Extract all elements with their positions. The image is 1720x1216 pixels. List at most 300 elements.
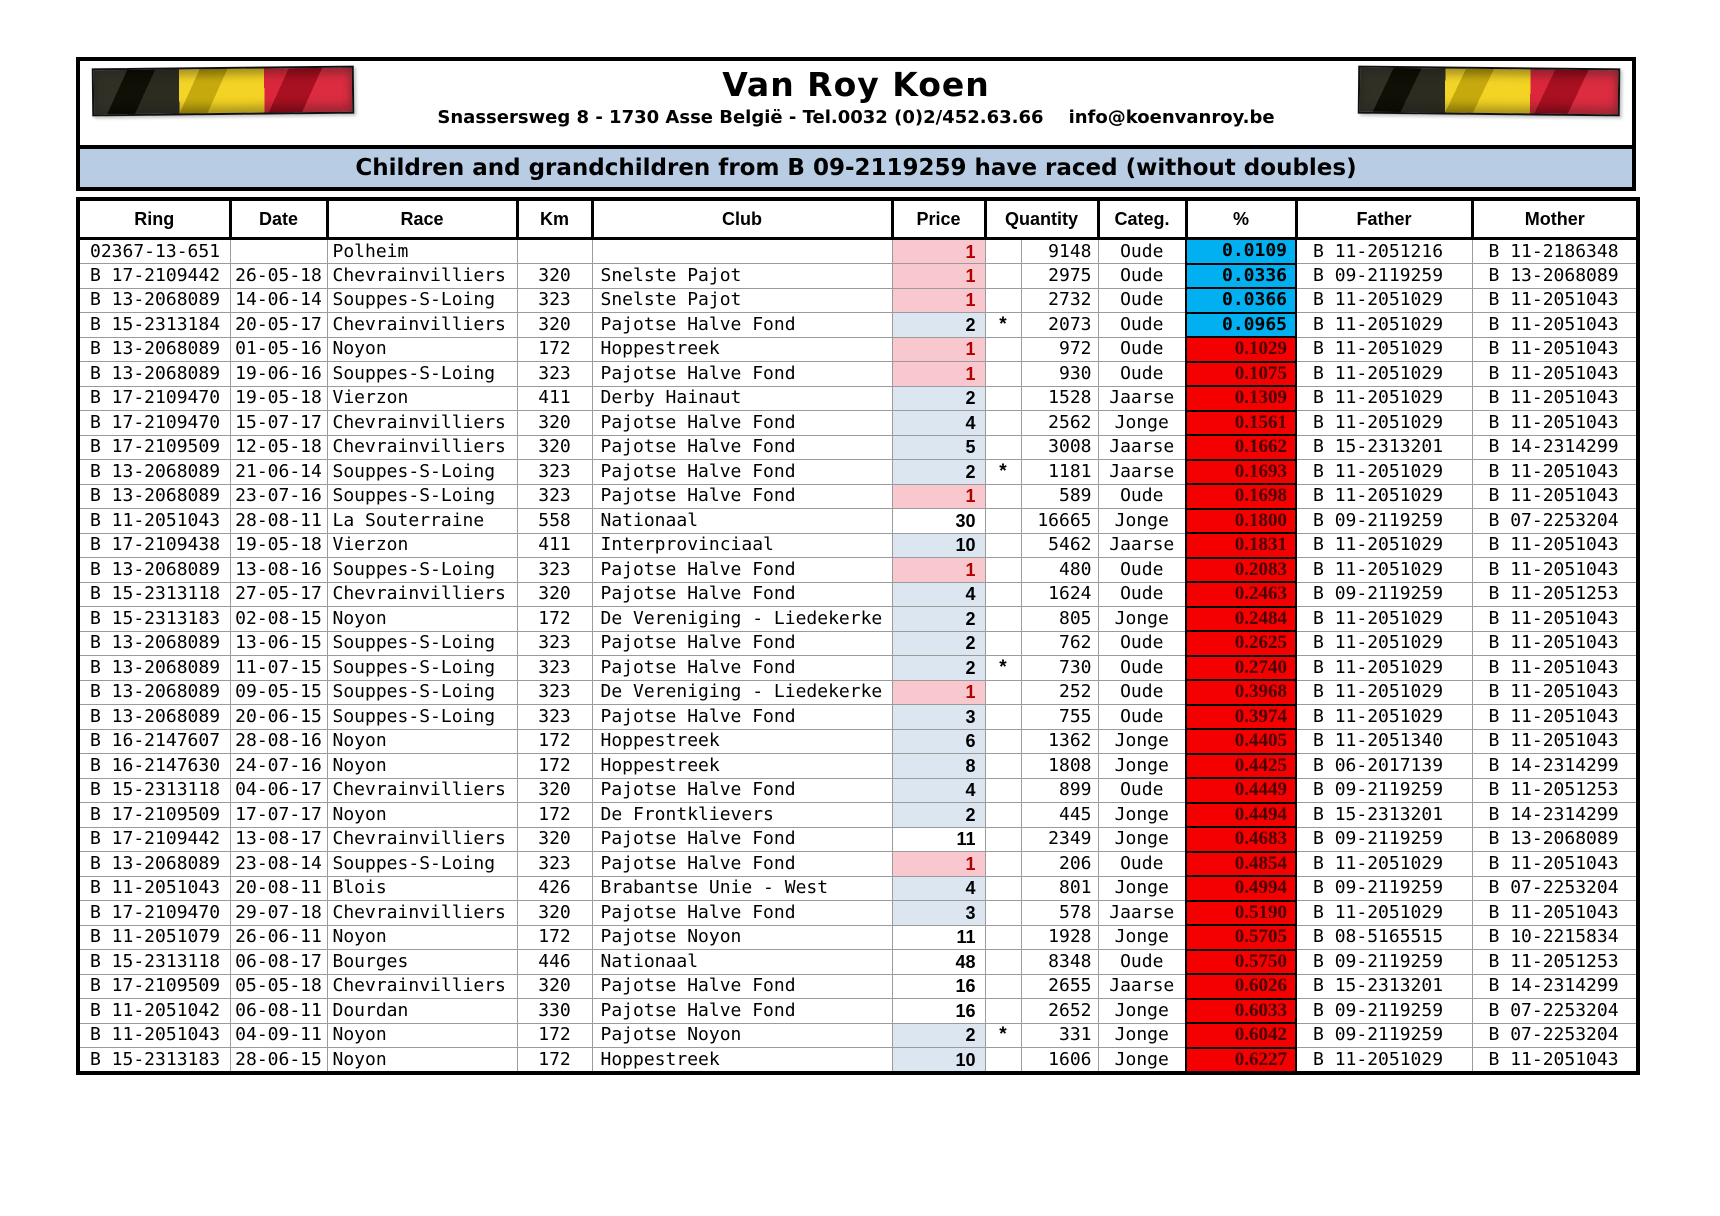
cell-price: 10 [892, 533, 985, 558]
cell-categ: Jonge [1098, 876, 1186, 901]
cell-date: 15-07-17 [230, 411, 327, 436]
cell-mother: B 11-2051043 [1472, 386, 1638, 411]
cell-father: B 09-2119259 [1296, 876, 1472, 901]
cell-club: Pajotse Halve Fond [592, 827, 892, 852]
cell-star [985, 533, 1021, 558]
cell-percent: 0.1800 [1186, 509, 1296, 534]
cell-club: Pajotse Halve Fond [592, 411, 892, 436]
cell-mother: B 11-2051043 [1472, 362, 1638, 387]
cell-quantity: 801 [1021, 876, 1098, 901]
cell-price: 4 [892, 876, 985, 901]
cell-categ: Oude [1098, 582, 1186, 607]
cell-mother: B 14-2314299 [1472, 754, 1638, 779]
cell-price: 10 [892, 1048, 985, 1074]
cell-ring: B 11-2051043 [78, 1023, 230, 1048]
cell-date: 27-05-17 [230, 582, 327, 607]
cell-ring: B 15-2313183 [78, 1048, 230, 1074]
cell-percent: 0.0965 [1186, 313, 1296, 338]
address-line: Snassersweg 8 - 1730 Asse België - Tel.0032 (0)2/452.63.66 info@koenvanroy.be [437, 107, 1275, 128]
cell-quantity: 1808 [1021, 754, 1098, 779]
cell-club [592, 239, 892, 264]
cell-date: 06-08-11 [230, 999, 327, 1024]
cell-date [230, 239, 327, 264]
cell-km: 330 [517, 999, 592, 1024]
cell-race: Chevrainvilliers [327, 313, 517, 338]
table-row [78, 484, 1638, 509]
cell-ring: B 13-2068089 [78, 852, 230, 877]
cell-father: B 09-2119259 [1296, 1023, 1472, 1048]
column-header-ring: Ring [78, 199, 230, 239]
cell-father: B 09-2119259 [1296, 950, 1472, 975]
cell-km: 323 [517, 705, 592, 730]
table-row [78, 925, 1638, 950]
cell-quantity: 1624 [1021, 582, 1098, 607]
cell-club: Pajotse Halve Fond [592, 558, 892, 583]
cell-price: 11 [892, 925, 985, 950]
cell-club: Pajotse Noyon [592, 1023, 892, 1048]
cell-km: 323 [517, 656, 592, 681]
cell-club: Pajotse Halve Fond [592, 705, 892, 730]
cell-km: 320 [517, 582, 592, 607]
cell-race: Noyon [327, 607, 517, 632]
cell-ring: B 11-2051043 [78, 876, 230, 901]
cell-percent: 0.5750 [1186, 950, 1296, 975]
cell-quantity: 578 [1021, 901, 1098, 926]
cell-percent: 0.6026 [1186, 974, 1296, 999]
cell-mother: B 07-2253204 [1472, 999, 1638, 1024]
cell-star [985, 239, 1021, 264]
cell-race: La Souterraine [327, 509, 517, 534]
column-header-percent: % [1186, 199, 1296, 239]
cell-km [517, 239, 592, 264]
cell-quantity: 16665 [1021, 509, 1098, 534]
cell-mother: B 11-2051043 [1472, 411, 1638, 436]
cell-mother: B 11-2051043 [1472, 680, 1638, 705]
cell-percent: 0.4683 [1186, 827, 1296, 852]
cell-percent: 0.4994 [1186, 876, 1296, 901]
cell-star [985, 925, 1021, 950]
cell-club: De Vereniging - Liedekerke [592, 607, 892, 632]
cell-ring: B 17-2109442 [78, 827, 230, 852]
cell-price: 1 [892, 852, 985, 877]
cell-date: 05-05-18 [230, 974, 327, 999]
cell-father: B 09-2119259 [1296, 778, 1472, 803]
cell-mother: B 11-2051043 [1472, 288, 1638, 313]
table-row [78, 264, 1638, 289]
cell-quantity: 1362 [1021, 729, 1098, 754]
cell-quantity: 2652 [1021, 999, 1098, 1024]
cell-price: 1 [892, 288, 985, 313]
cell-ring: 02367-13-651 [78, 239, 230, 264]
table-row [78, 974, 1638, 999]
cell-club: Pajotse Halve Fond [592, 313, 892, 338]
cell-race: Souppes-S-Loing [327, 484, 517, 509]
cell-race: Blois [327, 876, 517, 901]
cell-date: 19-05-18 [230, 386, 327, 411]
cell-mother: B 11-2051043 [1472, 631, 1638, 656]
cell-categ: Oude [1098, 631, 1186, 656]
table-row [78, 754, 1638, 779]
cell-ring: B 13-2068089 [78, 362, 230, 387]
cell-mother: B 11-2051043 [1472, 484, 1638, 509]
cell-categ: Oude [1098, 239, 1186, 264]
cell-price: 8 [892, 754, 985, 779]
cell-race: Chevrainvilliers [327, 778, 517, 803]
cell-categ: Jaarse [1098, 386, 1186, 411]
cell-km: 172 [517, 1023, 592, 1048]
cell-race: Chevrainvilliers [327, 901, 517, 926]
cell-star [985, 999, 1021, 1024]
cell-father: B 11-2051029 [1296, 852, 1472, 877]
cell-categ: Oude [1098, 288, 1186, 313]
cell-date: 04-09-11 [230, 1023, 327, 1048]
cell-ring: B 17-2109509 [78, 974, 230, 999]
cell-race: Souppes-S-Loing [327, 558, 517, 583]
cell-categ: Jaarse [1098, 533, 1186, 558]
cell-categ: Oude [1098, 705, 1186, 730]
cell-star: * [985, 656, 1021, 681]
cell-date: 28-06-15 [230, 1048, 327, 1074]
table-row [78, 411, 1638, 436]
cell-categ: Oude [1098, 337, 1186, 362]
table-row [78, 705, 1638, 730]
table-row [78, 533, 1638, 558]
cell-mother: B 11-2051043 [1472, 729, 1638, 754]
cell-price: 2 [892, 607, 985, 632]
cell-race: Chevrainvilliers [327, 411, 517, 436]
cell-race: Noyon [327, 1023, 517, 1048]
cell-date: 21-06-14 [230, 460, 327, 485]
cell-price: 4 [892, 582, 985, 607]
cell-date: 19-06-16 [230, 362, 327, 387]
cell-father: B 11-2051029 [1296, 656, 1472, 681]
cell-star [985, 386, 1021, 411]
cell-percent: 0.2740 [1186, 656, 1296, 681]
cell-star [985, 558, 1021, 583]
cell-star: * [985, 460, 1021, 485]
cell-father: B 11-2051029 [1296, 411, 1472, 436]
cell-club: Brabantse Unie - West [592, 876, 892, 901]
cell-star [985, 852, 1021, 877]
cell-categ: Oude [1098, 264, 1186, 289]
cell-ring: B 17-2109470 [78, 901, 230, 926]
cell-price: 11 [892, 827, 985, 852]
cell-star [985, 288, 1021, 313]
column-header-quantity: Quantity [985, 199, 1098, 239]
cell-categ: Oude [1098, 362, 1186, 387]
cell-km: 323 [517, 460, 592, 485]
cell-father: B 09-2119259 [1296, 509, 1472, 534]
cell-ring: B 17-2109442 [78, 264, 230, 289]
cell-father: B 09-2119259 [1296, 999, 1472, 1024]
cell-star [985, 264, 1021, 289]
cell-star [985, 509, 1021, 534]
cell-date: 24-07-16 [230, 754, 327, 779]
cell-quantity: 480 [1021, 558, 1098, 583]
cell-club: Hoppestreek [592, 337, 892, 362]
cell-race: Souppes-S-Loing [327, 362, 517, 387]
cell-ring: B 15-2313183 [78, 607, 230, 632]
table-row [78, 950, 1638, 975]
cell-km: 320 [517, 313, 592, 338]
cell-ring: B 13-2068089 [78, 337, 230, 362]
cell-quantity: 730 [1021, 656, 1098, 681]
cell-race: Noyon [327, 803, 517, 828]
cell-club: Snelste Pajot [592, 264, 892, 289]
cell-race: Vierzon [327, 386, 517, 411]
cell-club: Pajotse Noyon [592, 925, 892, 950]
cell-father: B 11-2051029 [1296, 901, 1472, 926]
cell-categ: Oude [1098, 558, 1186, 583]
cell-club: Pajotse Halve Fond [592, 582, 892, 607]
column-header-mother: Mother [1472, 199, 1638, 239]
table-row [78, 901, 1638, 926]
column-header-club: Club [592, 199, 892, 239]
cell-father: B 11-2051029 [1296, 386, 1472, 411]
table-header-row [78, 199, 1638, 239]
cell-ring: B 15-2313118 [78, 778, 230, 803]
cell-ring: B 17-2109470 [78, 411, 230, 436]
cell-club: Hoppestreek [592, 754, 892, 779]
cell-km: 320 [517, 778, 592, 803]
cell-km: 172 [517, 803, 592, 828]
cell-star [985, 362, 1021, 387]
cell-ring: B 13-2068089 [78, 484, 230, 509]
cell-race: Dourdan [327, 999, 517, 1024]
report-page [76, 57, 1636, 1075]
cell-mother: B 14-2314299 [1472, 974, 1638, 999]
cell-star [985, 729, 1021, 754]
cell-club: Pajotse Halve Fond [592, 484, 892, 509]
column-header-date: Date [230, 199, 327, 239]
table-row [78, 386, 1638, 411]
cell-price: 1 [892, 337, 985, 362]
cell-father: B 11-2051029 [1296, 484, 1472, 509]
cell-father: B 09-2119259 [1296, 582, 1472, 607]
cell-star [985, 435, 1021, 460]
cell-quantity: 331 [1021, 1023, 1098, 1048]
cell-mother: B 11-2051043 [1472, 1048, 1638, 1074]
cell-price: 1 [892, 484, 985, 509]
cell-ring: B 13-2068089 [78, 460, 230, 485]
cell-club: Pajotse Halve Fond [592, 901, 892, 926]
cell-quantity: 8348 [1021, 950, 1098, 975]
cell-date: 23-07-16 [230, 484, 327, 509]
cell-father: B 09-2119259 [1296, 827, 1472, 852]
cell-price: 1 [892, 680, 985, 705]
cell-mother: B 11-2051043 [1472, 558, 1638, 583]
cell-price: 2 [892, 656, 985, 681]
cell-ring: B 16-2147630 [78, 754, 230, 779]
column-header-km: Km [517, 199, 592, 239]
cell-ring: B 15-2313118 [78, 582, 230, 607]
cell-percent: 0.0366 [1186, 288, 1296, 313]
cell-race: Noyon [327, 729, 517, 754]
cell-race: Chevrainvilliers [327, 264, 517, 289]
cell-date: 06-08-17 [230, 950, 327, 975]
cell-km: 323 [517, 680, 592, 705]
cell-date: 09-05-15 [230, 680, 327, 705]
table-row [78, 656, 1638, 681]
cell-price: 2 [892, 631, 985, 656]
cell-star [985, 411, 1021, 436]
cell-mother: B 13-2068089 [1472, 264, 1638, 289]
cell-mother: B 11-2186348 [1472, 239, 1638, 264]
cell-quantity: 2975 [1021, 264, 1098, 289]
cell-percent: 0.2463 [1186, 582, 1296, 607]
cell-date: 11-07-15 [230, 656, 327, 681]
table-row [78, 729, 1638, 754]
cell-father: B 11-2051029 [1296, 362, 1472, 387]
cell-categ: Jaarse [1098, 435, 1186, 460]
cell-price: 4 [892, 778, 985, 803]
cell-km: 172 [517, 925, 592, 950]
cell-categ: Oude [1098, 950, 1186, 975]
cell-star [985, 974, 1021, 999]
letterhead [76, 57, 1636, 149]
cell-percent: 0.0109 [1186, 239, 1296, 264]
cell-quantity: 1181 [1021, 460, 1098, 485]
belgian-flag-left-image [92, 66, 354, 117]
cell-father: B 11-2051029 [1296, 313, 1472, 338]
cell-quantity: 2073 [1021, 313, 1098, 338]
cell-club: Pajotse Halve Fond [592, 362, 892, 387]
table-row [78, 337, 1638, 362]
cell-mother: B 11-2051043 [1472, 705, 1638, 730]
cell-mother: B 07-2253204 [1472, 509, 1638, 534]
table-row [78, 582, 1638, 607]
table-row [78, 460, 1638, 485]
cell-race: Souppes-S-Loing [327, 852, 517, 877]
cell-race: Souppes-S-Loing [327, 705, 517, 730]
cell-price: 48 [892, 950, 985, 975]
cell-star [985, 876, 1021, 901]
table-row [78, 362, 1638, 387]
cell-km: 323 [517, 288, 592, 313]
cell-star [985, 950, 1021, 975]
cell-star [985, 778, 1021, 803]
cell-club: Hoppestreek [592, 1048, 892, 1074]
cell-percent: 0.6227 [1186, 1048, 1296, 1074]
cell-price: 2 [892, 1023, 985, 1048]
cell-categ: Oude [1098, 680, 1186, 705]
cell-categ: Jonge [1098, 411, 1186, 436]
cell-quantity: 805 [1021, 607, 1098, 632]
cell-percent: 0.1561 [1186, 411, 1296, 436]
cell-quantity: 3008 [1021, 435, 1098, 460]
cell-mother: B 11-2051043 [1472, 852, 1638, 877]
cell-club: Interprovinciaal [592, 533, 892, 558]
cell-percent: 0.4405 [1186, 729, 1296, 754]
table-row [78, 803, 1638, 828]
table-row [78, 680, 1638, 705]
cell-date: 12-05-18 [230, 435, 327, 460]
column-header-categ: Categ. [1098, 199, 1186, 239]
cell-date: 17-07-17 [230, 803, 327, 828]
cell-categ: Jaarse [1098, 901, 1186, 926]
cell-mother: B 11-2051043 [1472, 337, 1638, 362]
cell-race: Souppes-S-Loing [327, 288, 517, 313]
column-header-race: Race [327, 199, 517, 239]
cell-ring: B 13-2068089 [78, 705, 230, 730]
cell-father: B 11-2051029 [1296, 288, 1472, 313]
cell-father: B 09-2119259 [1296, 264, 1472, 289]
cell-father: B 06-2017139 [1296, 754, 1472, 779]
table-row [78, 1048, 1638, 1074]
cell-father: B 11-2051029 [1296, 680, 1472, 705]
cell-mother: B 14-2314299 [1472, 435, 1638, 460]
cell-father: B 11-2051029 [1296, 607, 1472, 632]
cell-father: B 11-2051029 [1296, 460, 1472, 485]
cell-mother: B 07-2253204 [1472, 1023, 1638, 1048]
cell-price: 2 [892, 460, 985, 485]
cell-mother: B 14-2314299 [1472, 803, 1638, 828]
cell-father: B 11-2051029 [1296, 337, 1472, 362]
cell-date: 13-08-16 [230, 558, 327, 583]
cell-club: Pajotse Halve Fond [592, 999, 892, 1024]
cell-price: 3 [892, 705, 985, 730]
page-title: Van Roy Koen [722, 65, 990, 104]
cell-price: 4 [892, 411, 985, 436]
cell-star [985, 901, 1021, 926]
table-row [78, 778, 1638, 803]
cell-mother: B 11-2051043 [1472, 656, 1638, 681]
cell-quantity: 762 [1021, 631, 1098, 656]
cell-club: De Frontklievers [592, 803, 892, 828]
cell-club: Nationaal [592, 509, 892, 534]
cell-quantity: 972 [1021, 337, 1098, 362]
table-row [78, 288, 1638, 313]
cell-race: Noyon [327, 925, 517, 950]
cell-price: 1 [892, 239, 985, 264]
cell-date: 20-05-17 [230, 313, 327, 338]
cell-categ: Oude [1098, 778, 1186, 803]
cell-percent: 0.5190 [1186, 901, 1296, 926]
cell-km: 172 [517, 754, 592, 779]
cell-price: 2 [892, 803, 985, 828]
cell-km: 172 [517, 607, 592, 632]
cell-club: Pajotse Halve Fond [592, 852, 892, 877]
cell-km: 320 [517, 435, 592, 460]
table-row [78, 631, 1638, 656]
cell-categ: Jonge [1098, 509, 1186, 534]
cell-price: 1 [892, 558, 985, 583]
cell-km: 320 [517, 901, 592, 926]
cell-categ: Jonge [1098, 607, 1186, 632]
cell-race: Chevrainvilliers [327, 435, 517, 460]
cell-mother: B 07-2253204 [1472, 876, 1638, 901]
cell-categ: Oude [1098, 656, 1186, 681]
cell-price: 16 [892, 999, 985, 1024]
cell-star [985, 803, 1021, 828]
table-row [78, 239, 1638, 264]
cell-star [985, 754, 1021, 779]
cell-quantity: 2349 [1021, 827, 1098, 852]
cell-km: 323 [517, 852, 592, 877]
table-row [78, 827, 1638, 852]
cell-categ: Jonge [1098, 1048, 1186, 1074]
cell-categ: Jonge [1098, 1023, 1186, 1048]
cell-race: Souppes-S-Loing [327, 656, 517, 681]
cell-ring: B 13-2068089 [78, 656, 230, 681]
cell-percent: 0.4449 [1186, 778, 1296, 803]
cell-star [985, 484, 1021, 509]
cell-km: 323 [517, 484, 592, 509]
cell-km: 320 [517, 264, 592, 289]
cell-categ: Oude [1098, 484, 1186, 509]
cell-quantity: 589 [1021, 484, 1098, 509]
cell-ring: B 13-2068089 [78, 288, 230, 313]
